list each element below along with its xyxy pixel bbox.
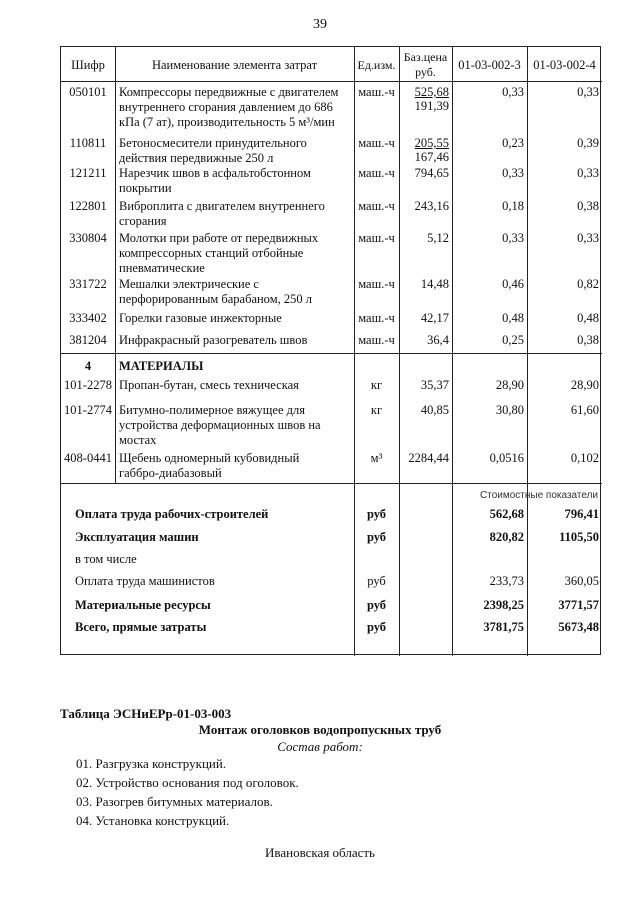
row-name-line: действия передвижные 250 л <box>119 151 274 165</box>
row-unit: м³ <box>370 451 383 465</box>
summary-unit: руб <box>366 507 387 521</box>
row-value-col4: 0,33 <box>577 231 599 245</box>
row-name-line: внутреннего сгорания давлением до 686 <box>119 100 333 114</box>
row-value-col4: 0,38 <box>577 199 599 213</box>
row-name-line: мостах <box>119 433 157 447</box>
row-price: 2284,44 <box>408 451 449 465</box>
row-price: 794,65 <box>414 166 449 180</box>
row-name <box>119 451 351 481</box>
row-divider <box>61 483 602 484</box>
summary-label: Материальные ресурсы <box>75 598 211 612</box>
row-name <box>119 277 351 307</box>
row-price: 205,55 <box>414 136 449 150</box>
row-name-line: Молотки при работе от передвижных <box>119 231 319 245</box>
row-name-line: Бетоносмесители принудительного <box>119 136 307 150</box>
row-name <box>119 199 351 229</box>
row-name <box>119 85 351 130</box>
row-code: 121211 <box>69 166 107 180</box>
row-value-col3: 0,0516 <box>489 451 524 465</box>
row-value-col3: 0,46 <box>502 277 524 291</box>
row-value-col3: 0,18 <box>502 199 524 213</box>
row-price: 35,37 <box>420 378 449 392</box>
row-name-line: Нарезчик швов в асфальтобстонном <box>119 166 311 180</box>
row-code: 331722 <box>69 277 107 291</box>
row-code: 381204 <box>69 333 107 347</box>
row-code: 110811 <box>69 136 107 150</box>
row-value-col3: 30,80 <box>495 403 524 417</box>
row-unit: маш.-ч <box>358 85 395 99</box>
row-name-line: покрытии <box>119 181 172 195</box>
row-value-col4: 61,60 <box>570 403 599 417</box>
header-col3: 01-03-002-3 <box>458 58 521 72</box>
summary-value-col4: 3771,57 <box>558 598 599 612</box>
row-name-line: габбро-диабазовый <box>119 466 222 480</box>
row-value-col4: 0,39 <box>577 136 599 150</box>
summary-value-col3: 233,73 <box>489 574 524 588</box>
row-name-line: Горелки газовые инжекторные <box>119 311 282 325</box>
row-name-line: Пропан-бутан, смесь техническая <box>119 378 299 392</box>
header-col4: 01-03-002-4 <box>533 58 596 72</box>
row-value-col4: 0,33 <box>577 85 599 99</box>
row-unit: маш.-ч <box>358 136 395 150</box>
row-value-col4: 0,33 <box>577 166 599 180</box>
page-number: 39 <box>313 17 327 32</box>
row-price: 14,48 <box>420 277 449 291</box>
row-value-col4: 0,102 <box>570 451 599 465</box>
header-code: Шифр <box>71 58 105 72</box>
summary-label: Всего, прямые затраты <box>75 620 207 634</box>
works-item: 04. Установка конструкций. <box>76 813 230 828</box>
row-code: 330804 <box>69 231 107 245</box>
row-name-line: сгорания <box>119 214 167 228</box>
row-name-line: Компрессоры передвижные с двигателем <box>119 85 339 99</box>
cost-indicators-label: Стоимостные показатели <box>480 490 598 501</box>
row-value-col3: 0,48 <box>502 311 524 325</box>
row-unit: маш.-ч <box>358 166 395 180</box>
summary-value-col3: 3781,75 <box>483 620 524 634</box>
summary-unit: руб <box>366 530 387 544</box>
row-unit: маш.-ч <box>358 199 395 213</box>
summary-value-col3: 820,82 <box>489 530 524 544</box>
row-price: 5,12 <box>427 231 449 245</box>
section-title: МАТЕРИАЛЫ <box>119 359 204 373</box>
row-unit: кг <box>370 378 383 392</box>
row-unit: маш.-ч <box>358 333 395 347</box>
summary-value-col3: 2398,25 <box>483 598 524 612</box>
row-unit: кг <box>370 403 383 417</box>
row-name <box>119 403 351 448</box>
header-price-line1: Баз.цена <box>403 50 448 64</box>
row-value-col3: 28,90 <box>495 378 524 392</box>
row-divider <box>61 81 602 82</box>
row-price: 40,85 <box>420 403 449 417</box>
works-item: 01. Разгрузка конструкций. <box>76 756 227 771</box>
row-code: 101-2278 <box>64 378 112 392</box>
row-value-col3: 0,33 <box>502 85 524 99</box>
row-name-line: Щебень одномерный кубовидный <box>119 451 300 465</box>
header-price-line2: руб. <box>415 65 436 79</box>
summary-unit: руб <box>367 574 386 588</box>
row-value-col4: 0,38 <box>577 333 599 347</box>
summary-value-col3: 562,68 <box>489 507 524 521</box>
row-price: 42,17 <box>420 311 449 325</box>
row-code: 101-2774 <box>64 403 112 417</box>
row-name-line: компрессорных станций отбойные <box>119 246 304 260</box>
row-name <box>119 333 351 348</box>
row-code: 333402 <box>69 311 107 325</box>
summary-value-col4: 796,41 <box>564 507 599 521</box>
summary-value-col4: 5673,48 <box>558 620 599 634</box>
summary-unit: руб <box>366 620 387 634</box>
row-price: 525,68 <box>414 85 449 99</box>
row-name-line: Инфракрасный разогреватель швов <box>119 333 308 347</box>
row-name-line: Виброплита с двигателем внутреннего <box>119 199 325 213</box>
summary-value-col4: 360,05 <box>564 574 599 588</box>
row-name <box>119 378 351 393</box>
col-divider <box>115 47 116 483</box>
row-unit: маш.-ч <box>358 277 395 291</box>
summary-value-col4: 1105,50 <box>559 530 599 544</box>
rates-table <box>60 46 601 655</box>
row-name <box>119 136 351 166</box>
footer-region: Ивановская область <box>265 845 375 860</box>
row-value-col4: 0,48 <box>577 311 599 325</box>
row-code: 122801 <box>69 199 107 213</box>
works-item: 02. Устройство основания под оголовок. <box>76 775 299 790</box>
row-name-line: пневматические <box>119 261 205 275</box>
header-price <box>399 50 452 80</box>
works-item: 03. Разогрев битумных материалов. <box>76 794 273 809</box>
row-value-col4: 28,90 <box>570 378 599 392</box>
subtitle: Монтаж оголовков водопропускных труб <box>198 722 442 737</box>
row-unit: маш.-ч <box>358 311 395 325</box>
header-unit: Ед.изм. <box>357 58 396 72</box>
row-price: 243,16 <box>414 199 449 213</box>
header-name: Наименование элемента затрат <box>151 58 318 72</box>
row-code: 050101 <box>69 85 107 99</box>
row-name <box>119 166 351 196</box>
row-price-alt: 191,39 <box>414 99 449 113</box>
row-name-line: Мешалки электрические с <box>119 277 259 291</box>
row-name-line: перфорированным барабаном, 250 л <box>119 292 312 306</box>
summary-label: Эксплуатация машин <box>75 530 199 544</box>
summary-label: в том числе <box>75 552 137 566</box>
row-name-line: устройства деформационных швов на <box>119 418 321 432</box>
row-value-col3: 0,33 <box>502 231 524 245</box>
summary-label: Оплата труда машинистов <box>75 574 215 588</box>
row-price: 36,4 <box>427 333 449 347</box>
section-number: 4 <box>84 359 92 373</box>
works-title: Состав работ: <box>277 739 363 754</box>
row-name-line: кПа (7 ат), производительность 5 м³/мин <box>119 115 335 129</box>
row-name <box>119 231 351 276</box>
row-value-col4: 0,82 <box>577 277 599 291</box>
row-price-alt: 167,46 <box>414 150 449 164</box>
summary-unit: руб <box>366 598 387 612</box>
row-value-col3: 0,33 <box>502 166 524 180</box>
row-value-col3: 0,25 <box>502 333 524 347</box>
row-code: 408-0441 <box>64 451 112 465</box>
table-title: Таблица ЭСНиЕРр-01-03-003 <box>60 706 232 721</box>
row-divider <box>61 353 602 354</box>
row-unit: маш.-ч <box>358 231 395 245</box>
row-value-col3: 0,23 <box>502 136 524 150</box>
row-name <box>119 311 351 326</box>
row-name-line: Битумно-полимерное вяжущее для <box>119 403 306 417</box>
summary-label: Оплата труда рабочих-строителей <box>75 507 269 521</box>
